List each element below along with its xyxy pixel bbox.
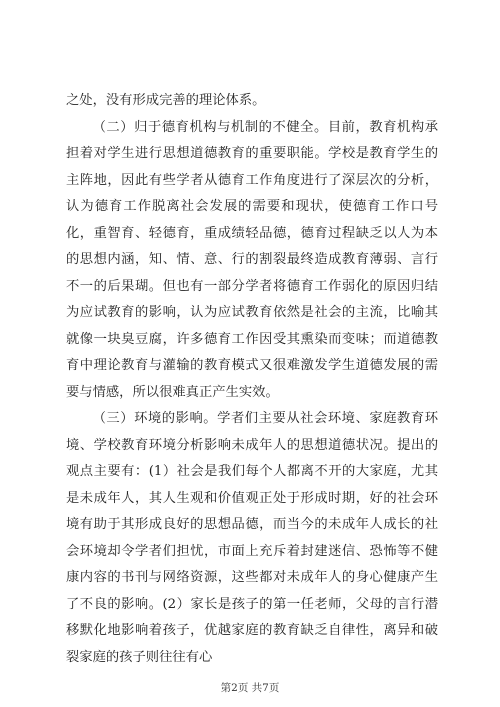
- body-text: [66, 88, 438, 671]
- paragraph-section-2: （二）归于德育机构与机制的不健全。目前，教育机构承担着对学生进行思想道德教育的重要职能。学校是教育学生的主阵地，因此有些学者从德育工作角度进行了深层次的分析，认为德育工作脱离社会发展的需要和现状，使德育工作口号化，重智育、轻德育，重成绩轻品德，德育过程缺乏以人为本的思想内涵，知、情、意、行的割裂最终造成教育薄弱、言行不一的后果瑚。但也有一部分学者将德育工作弱化的原因归结为应试教育的影响，认为应试教育依然是社会的主流，比喻其就像一块臭豆腐，许多德育工作因受其熏染而变味；而道德教育中理论教育与灌输的教育模式又很难激发学生道德发展的需要与情感，所以很难真正产生实效。: [66, 119, 438, 400]
- paragraph-continuation: 之处，没有形成完善的理论体系。: [66, 93, 266, 108]
- page-number-footer: 第2页 共7页: [220, 682, 280, 694]
- paragraph-section-3: （三）环境的影响。学者们主要从社会环境、家庭教育环境、学校教育环境分析影响未成年人的思想道德状况。提出的观点主要有：(1）社会是我们每个人都离不开的大家庭，尤其是未成年人，其人生观和价值观正处于形成时期，好的社会环境有助于其形成良好的思想品德，而当今的未成年人成长的社会环境却令学者们担忧，市面上充斥着封建迷信、恐怖等不健康内容的书刊与网络资源，这些都对未成年人的身心健康产生了不良的影响。(2）家长是孩子的第一任老师，父母的言行潜移默化地影响着孩子，优越家庭的教育缺乏自律性，离异和破裂家庭的孩子则往往有心: [66, 411, 438, 665]
